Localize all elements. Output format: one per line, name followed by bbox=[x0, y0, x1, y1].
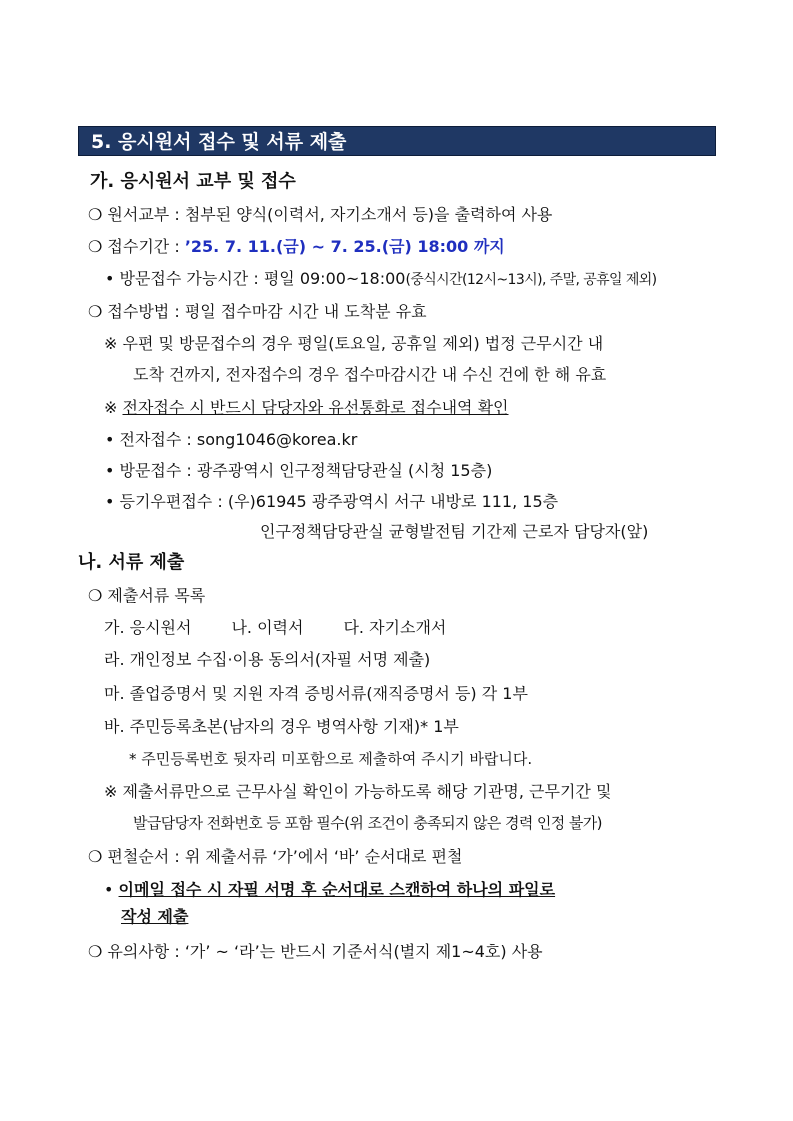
note2-text: 전자접수 시 반드시 담당자와 유선통화로 접수내역 확인 bbox=[122, 398, 509, 417]
email-note-text1: 이메일 접수 시 자필 서명 후 순서대로 스캔하여 하나의 파일로 bbox=[118, 880, 556, 899]
mail-line2: 인구정책담당관실 균형발전팀 기간제 근로자 담당자(앞) bbox=[260, 522, 649, 541]
email-note-bullet: • bbox=[104, 880, 119, 899]
doc-note-line1: ※ 제출서류만으로 근무사실 확인이 가능하도록 해당 기관명, 근무기간 및 bbox=[104, 782, 612, 801]
item-ga: 가. 응시원서 bbox=[104, 618, 192, 637]
mail-line1: • 등기우편접수 : (우)61945 광주광역시 서구 내방로 111, 15층 bbox=[105, 492, 559, 511]
list-title: ❍ 제출서류 목록 bbox=[88, 586, 206, 605]
item-na: 나. 이력서 bbox=[231, 618, 304, 637]
section-header-bar bbox=[78, 126, 716, 156]
section-title: 5. 응시원서 접수 및 서류 제출 bbox=[91, 131, 347, 153]
caution-line: ❍ 유의사항 : ‘가’ ~ ‘라’는 반드시 기준서식(별지 제1~4호) 사용 bbox=[88, 942, 543, 961]
note2-line bbox=[104, 397, 509, 419]
period-value: ’25. 7. 11.(금) ~ 7. 25.(금) 18:00 까지 bbox=[184, 237, 505, 256]
note2-mark: ※ bbox=[104, 398, 123, 417]
email-note-line1 bbox=[104, 879, 555, 901]
distribution-line: ❍ 원서교부 : 첨부된 양식(이력서, 자기소개서 등)을 출력하여 사용 bbox=[88, 205, 553, 224]
items-row-1 bbox=[104, 617, 446, 639]
item-ba: 바. 주민등록초본(남자의 경우 병역사항 기재)* 1부 bbox=[104, 717, 459, 736]
item-da: 다. 자기소개서 bbox=[343, 618, 447, 637]
item-ma: 마. 졸업증명서 및 지원 자격 증빙서류(재직증명서 등) 각 1부 bbox=[104, 684, 528, 703]
email-note-text2: 작성 제출 bbox=[121, 907, 189, 926]
visit-line: • 방문접수 : 광주광역시 인구정책담당관실 (시청 15층) bbox=[105, 461, 493, 480]
heading-documents: 나. 서류 제출 bbox=[78, 552, 185, 573]
heading-application: 가. 응시원서 교부 및 접수 bbox=[90, 171, 296, 192]
doc-note-line2: 발급담당자 전화번호 등 포함 필수(위 조건이 충족되지 않은 경력 인정 불가) bbox=[133, 814, 602, 832]
note1-line2: 도착 건까지, 전자접수의 경우 접수마감시간 내 수신 건에 한 해 유효 bbox=[133, 365, 607, 384]
note1-line1: ※ 우편 및 방문접수의 경우 평일(토요일, 공휴일 제외) 법정 근무시간 내 bbox=[104, 334, 604, 353]
visit-hours-note: (중식시간(12시~13시), 주말, 공휴일 제외) bbox=[405, 272, 657, 288]
visit-hours: • 방문접수 가능시간 : 평일 09:00~18:00 bbox=[105, 269, 406, 288]
method-line: ❍ 접수방법 : 평일 접수마감 시간 내 도착분 유효 bbox=[88, 302, 427, 321]
item-ra: 라. 개인정보 수집·이용 동의서(자필 서명 제출) bbox=[104, 650, 431, 669]
period-label: ❍ 접수기간 : bbox=[88, 237, 185, 256]
item-ba-note: * 주민등록번호 뒷자리 미포함으로 제출하여 주시기 바랍니다. bbox=[129, 750, 533, 768]
email-line: • 전자접수 : song1046@korea.kr bbox=[105, 430, 358, 449]
period-line bbox=[88, 236, 505, 258]
visit-hours-line bbox=[105, 268, 657, 291]
order-line: ❍ 편철순서 : 위 제출서류 ‘가’에서 ‘바’ 순서대로 편철 bbox=[88, 847, 463, 866]
